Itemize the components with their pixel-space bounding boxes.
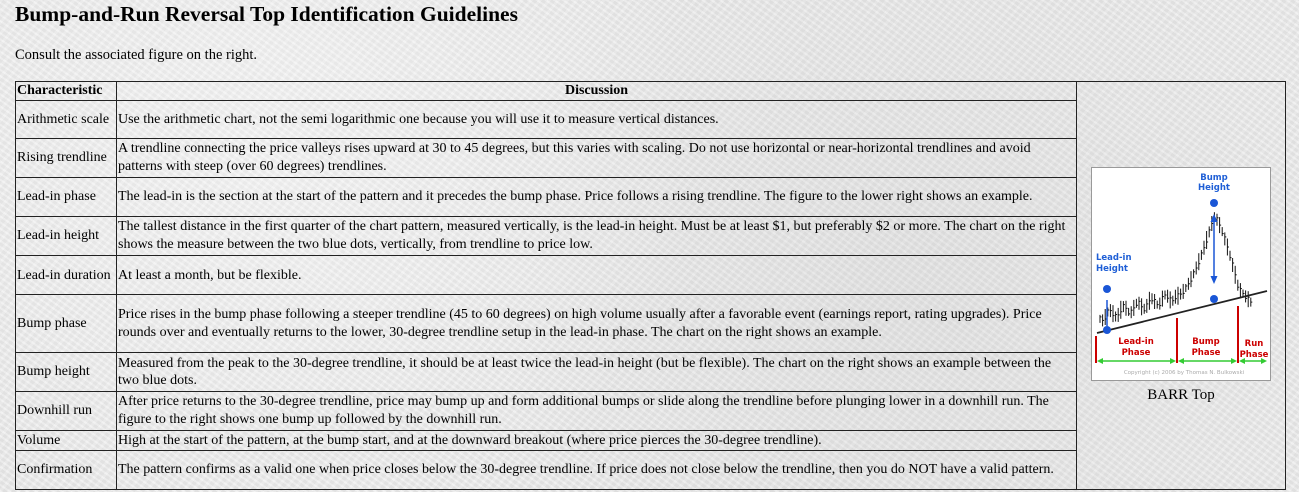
guidelines-table [15, 81, 1286, 490]
leadin-base-dot [1103, 326, 1111, 334]
height-label: Height [1198, 182, 1230, 193]
row-characteristic: Bump phase [16, 295, 117, 353]
phase-leadin-label-2: Phase [1121, 347, 1151, 358]
row-discussion: A trendline connecting the price valleys rises upward at 30 to 45 degrees, but this varies with scaling. Do not use horizontal or near-horizontal trendlines and avoid patterns with steep (over 60 degrees) trendlines. [117, 139, 1077, 178]
header-characteristic: Characteristic [16, 82, 117, 101]
row-discussion: At least a month, but be flexible. [117, 256, 1077, 295]
row-characteristic: Lead-in phase [16, 177, 117, 216]
figure-caption: BARR Top [1147, 386, 1215, 403]
phase-run-label: Run [1244, 338, 1264, 349]
row-discussion: The pattern confirms as a valid one when price closes below the 30-degree trendline. If price does not close below the trendline, then you do NOT have a valid pattern. [117, 451, 1077, 490]
barr-top-figure [1091, 167, 1271, 381]
bump-top-dot [1210, 199, 1218, 207]
phase-bump-label-2: Phase [1191, 347, 1221, 358]
row-characteristic: Arithmetic scale [16, 101, 117, 139]
row-discussion: Use the arithmetic chart, not the semi logarithmic one because you will use it to measure vertical distances. [117, 101, 1077, 139]
arrow-left-icon [1097, 358, 1103, 364]
leadin-height-label: Height [1096, 263, 1128, 274]
row-characteristic: Volume [16, 430, 117, 450]
header-discussion: Discussion [117, 82, 1077, 101]
row-characteristic: Confirmation [16, 451, 117, 490]
row-discussion: After price returns to the 30-degree trendline, price may bump up and form additional bumps or slide along the trendline before plunging lower in a downhill run. The figure to the right shows one bump up followed by the downhill run. [117, 392, 1077, 431]
bump-label: Bump [1200, 172, 1228, 183]
figure-cell [1077, 82, 1286, 490]
row-characteristic: Bump height [16, 353, 117, 392]
trendline [1097, 291, 1267, 333]
arrow-left-icon [1178, 358, 1184, 364]
copyright-text: Copyright (c) 2006 by Thomas N. Bulkowski [1123, 369, 1245, 376]
bump-arrow-down-icon [1211, 276, 1218, 284]
barr-chart [1092, 168, 1270, 380]
leadin-top-dot [1103, 285, 1111, 293]
row-characteristic: Rising trendline [16, 139, 117, 178]
arrow-right-icon [1170, 358, 1176, 364]
intro-text: Consult the associated figure on the right. [15, 47, 258, 63]
row-discussion: The lead-in is the section at the start of the pattern and it precedes the bump phase. Price follows a rising trendline. The figure to the lower right shows an example. [117, 177, 1077, 216]
row-characteristic: Lead-in height [16, 216, 117, 256]
leadin-label: Lead-in [1096, 252, 1132, 263]
row-discussion: Measured from the peak to the 30-degree trendline, it should be at least twice the lead-in height (but be flexible). The chart on the right shows an example between the two blue dots. [117, 353, 1077, 392]
row-characteristic: Lead-in duration [16, 256, 117, 295]
row-discussion: Price rises in the bump phase following a steeper trendline (45 to 60 degrees) on high volume usually after a favorable event (earnings report, rating upgrades). Price rounds over and eventually returns to the lower, 30-degree trendline setup in the lead-in phase. The chart on the right shows an example. [117, 295, 1077, 353]
phase-run-label-2: Phase [1239, 349, 1269, 360]
arrow-right-icon [1231, 358, 1237, 364]
phase-leadin-label: Lead-in [1118, 336, 1154, 347]
table-header-row [16, 82, 1286, 101]
row-discussion: High at the start of the pattern, at the bump start, and at the downward breakout (where price pierces the 30-degree trendline). [117, 430, 1077, 450]
row-discussion: The tallest distance in the first quarter of the chart pattern, measured vertically, is the lead-in height. Must be at least $1, but preferably $2 or more. The chart on the right shows the measure between the two blue dots, vertically, from trendline to price low. [117, 216, 1077, 256]
bump-base-dot [1210, 295, 1218, 303]
row-characteristic: Downhill run [16, 392, 117, 431]
phase-bump-label: Bump [1192, 336, 1220, 347]
page-title: Bump-and-Run Reversal Top Identification Guidelines [15, 2, 518, 26]
